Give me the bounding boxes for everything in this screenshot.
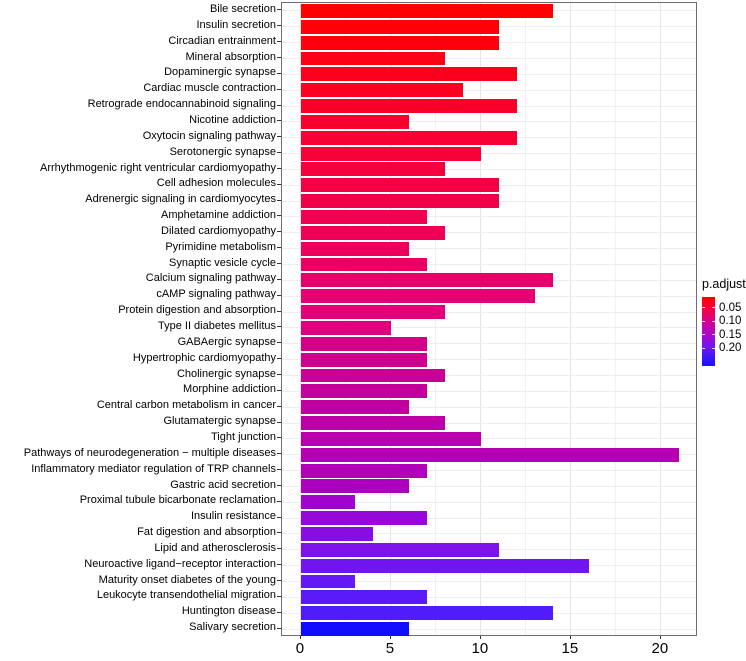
bar <box>301 321 391 335</box>
y-axis-tick <box>277 532 281 533</box>
y-axis-tick <box>277 41 281 42</box>
y-axis-tick <box>277 358 281 359</box>
y-axis-tick <box>277 279 281 280</box>
y-axis-tick <box>277 548 281 549</box>
category-label: Bile secretion <box>209 3 276 15</box>
y-axis-tick <box>277 295 281 296</box>
bar <box>301 575 355 589</box>
y-axis-tick <box>277 105 281 106</box>
y-axis-labels <box>0 2 276 636</box>
y-axis-tick <box>277 168 281 169</box>
bar <box>301 36 499 50</box>
y-axis-tick <box>277 469 281 470</box>
category-label: GABAergic synapse <box>177 335 276 348</box>
gridline-major-vertical <box>570 3 571 635</box>
bar <box>301 162 445 176</box>
y-axis-tick <box>277 596 281 597</box>
bar <box>301 622 409 636</box>
legend-tick-label: 0.10 <box>719 315 742 328</box>
bar <box>301 83 463 97</box>
category-label: Adrenergic signaling in cardiomyocytes <box>85 193 276 206</box>
category-label: Synaptic vesicle cycle <box>169 256 276 269</box>
x-axis-tick-label: 0 <box>295 640 305 657</box>
gridline-major-vertical <box>660 3 661 635</box>
category-label: Morphine addiction <box>183 383 276 396</box>
legend-tick-label: 0.15 <box>719 328 742 341</box>
category-label: Dopaminergic synapse <box>164 66 276 79</box>
bar <box>301 464 427 478</box>
y-axis-tick <box>277 120 281 121</box>
y-axis-tick <box>277 136 281 137</box>
category-label: Neuroactive ligand−receptor interaction <box>84 557 276 570</box>
x-axis-tick-label: 15 <box>561 640 579 657</box>
bar <box>301 495 355 509</box>
y-axis-tick <box>277 311 281 312</box>
category-label: Nicotine addiction <box>189 113 276 126</box>
y-axis-tick <box>277 9 281 10</box>
legend-colorbar-wrap <box>702 297 742 366</box>
category-label: Salivary secretion <box>189 621 276 634</box>
y-axis-tick <box>277 406 281 407</box>
y-axis-tick <box>277 422 281 423</box>
y-axis-tick <box>277 184 281 185</box>
category-label: Dilated cardiomyopathy <box>161 224 276 237</box>
category-label: Tight junction <box>210 430 276 443</box>
category-label: Lipid and atherosclerosis <box>154 541 276 554</box>
category-label: Calcium signaling pathway <box>145 272 276 285</box>
x-axis-tick <box>390 636 391 639</box>
y-axis-tick <box>277 437 281 438</box>
y-axis-tick <box>277 580 281 581</box>
legend-tick <box>712 348 715 349</box>
bar <box>301 400 409 414</box>
y-axis-tick <box>277 231 281 232</box>
y-axis-tick <box>277 200 281 201</box>
x-axis-tick <box>570 636 571 639</box>
bar <box>301 369 445 383</box>
y-axis-tick <box>277 485 281 486</box>
bar <box>301 67 517 81</box>
bar <box>301 147 481 161</box>
category-label: Cardiac muscle contraction <box>143 82 276 95</box>
category-label: Hypertrophic cardiomyopathy <box>132 351 276 364</box>
bar <box>301 258 427 272</box>
y-axis-tick <box>277 628 281 629</box>
y-axis-tick <box>277 73 281 74</box>
bar <box>301 178 499 192</box>
category-label: Leukocyte transendothelial migration <box>96 589 276 602</box>
legend-tick <box>702 307 705 308</box>
category-label: Inflammatory mediator regulation of TRP channels <box>31 462 276 475</box>
y-axis-tick <box>277 390 281 391</box>
x-axis-tick <box>300 636 301 639</box>
bar <box>301 448 679 462</box>
category-label: Protein digestion and absorption <box>118 304 276 317</box>
y-axis-tick <box>277 263 281 264</box>
legend-tick <box>712 307 715 308</box>
bar <box>301 115 409 129</box>
y-axis-tick <box>277 25 281 26</box>
legend-tick-label: 0.20 <box>719 342 742 355</box>
category-label: Pathways of neurodegeneration − multiple diseases <box>23 446 276 459</box>
x-axis-tick-label: 20 <box>651 640 669 657</box>
y-axis-tick <box>277 326 281 327</box>
category-label: Cholinergic synapse <box>176 367 276 380</box>
category-label: Fat digestion and absorption <box>137 526 276 539</box>
category-label: Oxytocin signaling pathway <box>142 129 276 142</box>
category-label: Proximal tubule bicarbonate reclamation <box>79 494 276 507</box>
category-label: Arrhythmogenic right ventricular cardiomyopathy <box>40 161 276 174</box>
bar <box>301 337 427 351</box>
bar <box>301 511 427 525</box>
legend-tick <box>712 321 715 322</box>
legend-tick <box>702 334 705 335</box>
bar <box>301 194 499 208</box>
bar <box>301 353 427 367</box>
y-axis-tick <box>277 453 281 454</box>
gridline-major-vertical <box>480 3 481 635</box>
y-axis-tick <box>277 152 281 153</box>
bar <box>301 4 553 18</box>
category-label: Gastric acid secretion <box>170 478 276 491</box>
category-label: Pyrimidine metabolism <box>165 240 276 253</box>
y-axis-tick <box>277 247 281 248</box>
x-axis-tick <box>480 636 481 639</box>
category-label: Serotonergic synapse <box>169 145 276 158</box>
bar <box>301 606 553 620</box>
legend <box>701 277 746 366</box>
bar <box>301 559 589 573</box>
bar <box>301 543 499 557</box>
category-label: Insulin resistance <box>191 510 276 523</box>
bar <box>301 527 373 541</box>
y-axis-tick <box>277 57 281 58</box>
bar <box>301 52 445 66</box>
bar <box>301 590 427 604</box>
y-axis-tick <box>277 89 281 90</box>
category-label: Mineral absorption <box>185 50 276 63</box>
legend-tick <box>702 321 705 322</box>
y-axis-tick <box>277 612 281 613</box>
bar <box>301 99 517 113</box>
gridline-minor-vertical <box>525 3 526 635</box>
bar <box>301 210 427 224</box>
bar <box>301 479 409 493</box>
category-label: Circadian entrainment <box>168 34 276 47</box>
category-label: Cell adhesion molecules <box>156 177 276 190</box>
x-axis-tick-label: 5 <box>385 640 395 657</box>
legend-title: p.adjust <box>702 277 746 291</box>
legend-tick-label: 0.05 <box>719 301 742 314</box>
bar <box>301 384 427 398</box>
y-axis-tick <box>277 501 281 502</box>
category-label: Glutamatergic synapse <box>163 415 276 428</box>
category-label: Retrograde endocannabinoid signaling <box>87 98 276 111</box>
bar <box>301 273 553 287</box>
y-axis-tick <box>277 517 281 518</box>
category-label: Insulin secretion <box>196 18 276 31</box>
y-axis-tick <box>277 564 281 565</box>
y-axis-tick <box>277 342 281 343</box>
category-label: cAMP signaling pathway <box>156 288 276 301</box>
bar <box>301 416 445 430</box>
bar <box>301 242 409 256</box>
gridline-minor-vertical <box>615 3 616 635</box>
bar <box>301 289 535 303</box>
bar <box>301 226 445 240</box>
bar <box>301 131 517 145</box>
x-axis-tick-label: 10 <box>471 640 489 657</box>
legend-tick <box>712 334 715 335</box>
category-label: Maturity onset diabetes of the young <box>98 573 276 586</box>
y-axis-tick <box>277 215 281 216</box>
bar <box>301 20 499 34</box>
bar <box>301 432 481 446</box>
y-axis-tick <box>277 374 281 375</box>
category-label: Amphetamine addiction <box>161 209 276 222</box>
category-label: Central carbon metabolism in cancer <box>96 399 276 412</box>
x-axis-tick <box>660 636 661 639</box>
category-label: Type II diabetes mellitus <box>157 320 276 332</box>
category-label: Huntington disease <box>181 605 276 618</box>
bar <box>301 305 445 319</box>
legend-tick <box>702 348 705 349</box>
plot-panel <box>281 2 697 636</box>
